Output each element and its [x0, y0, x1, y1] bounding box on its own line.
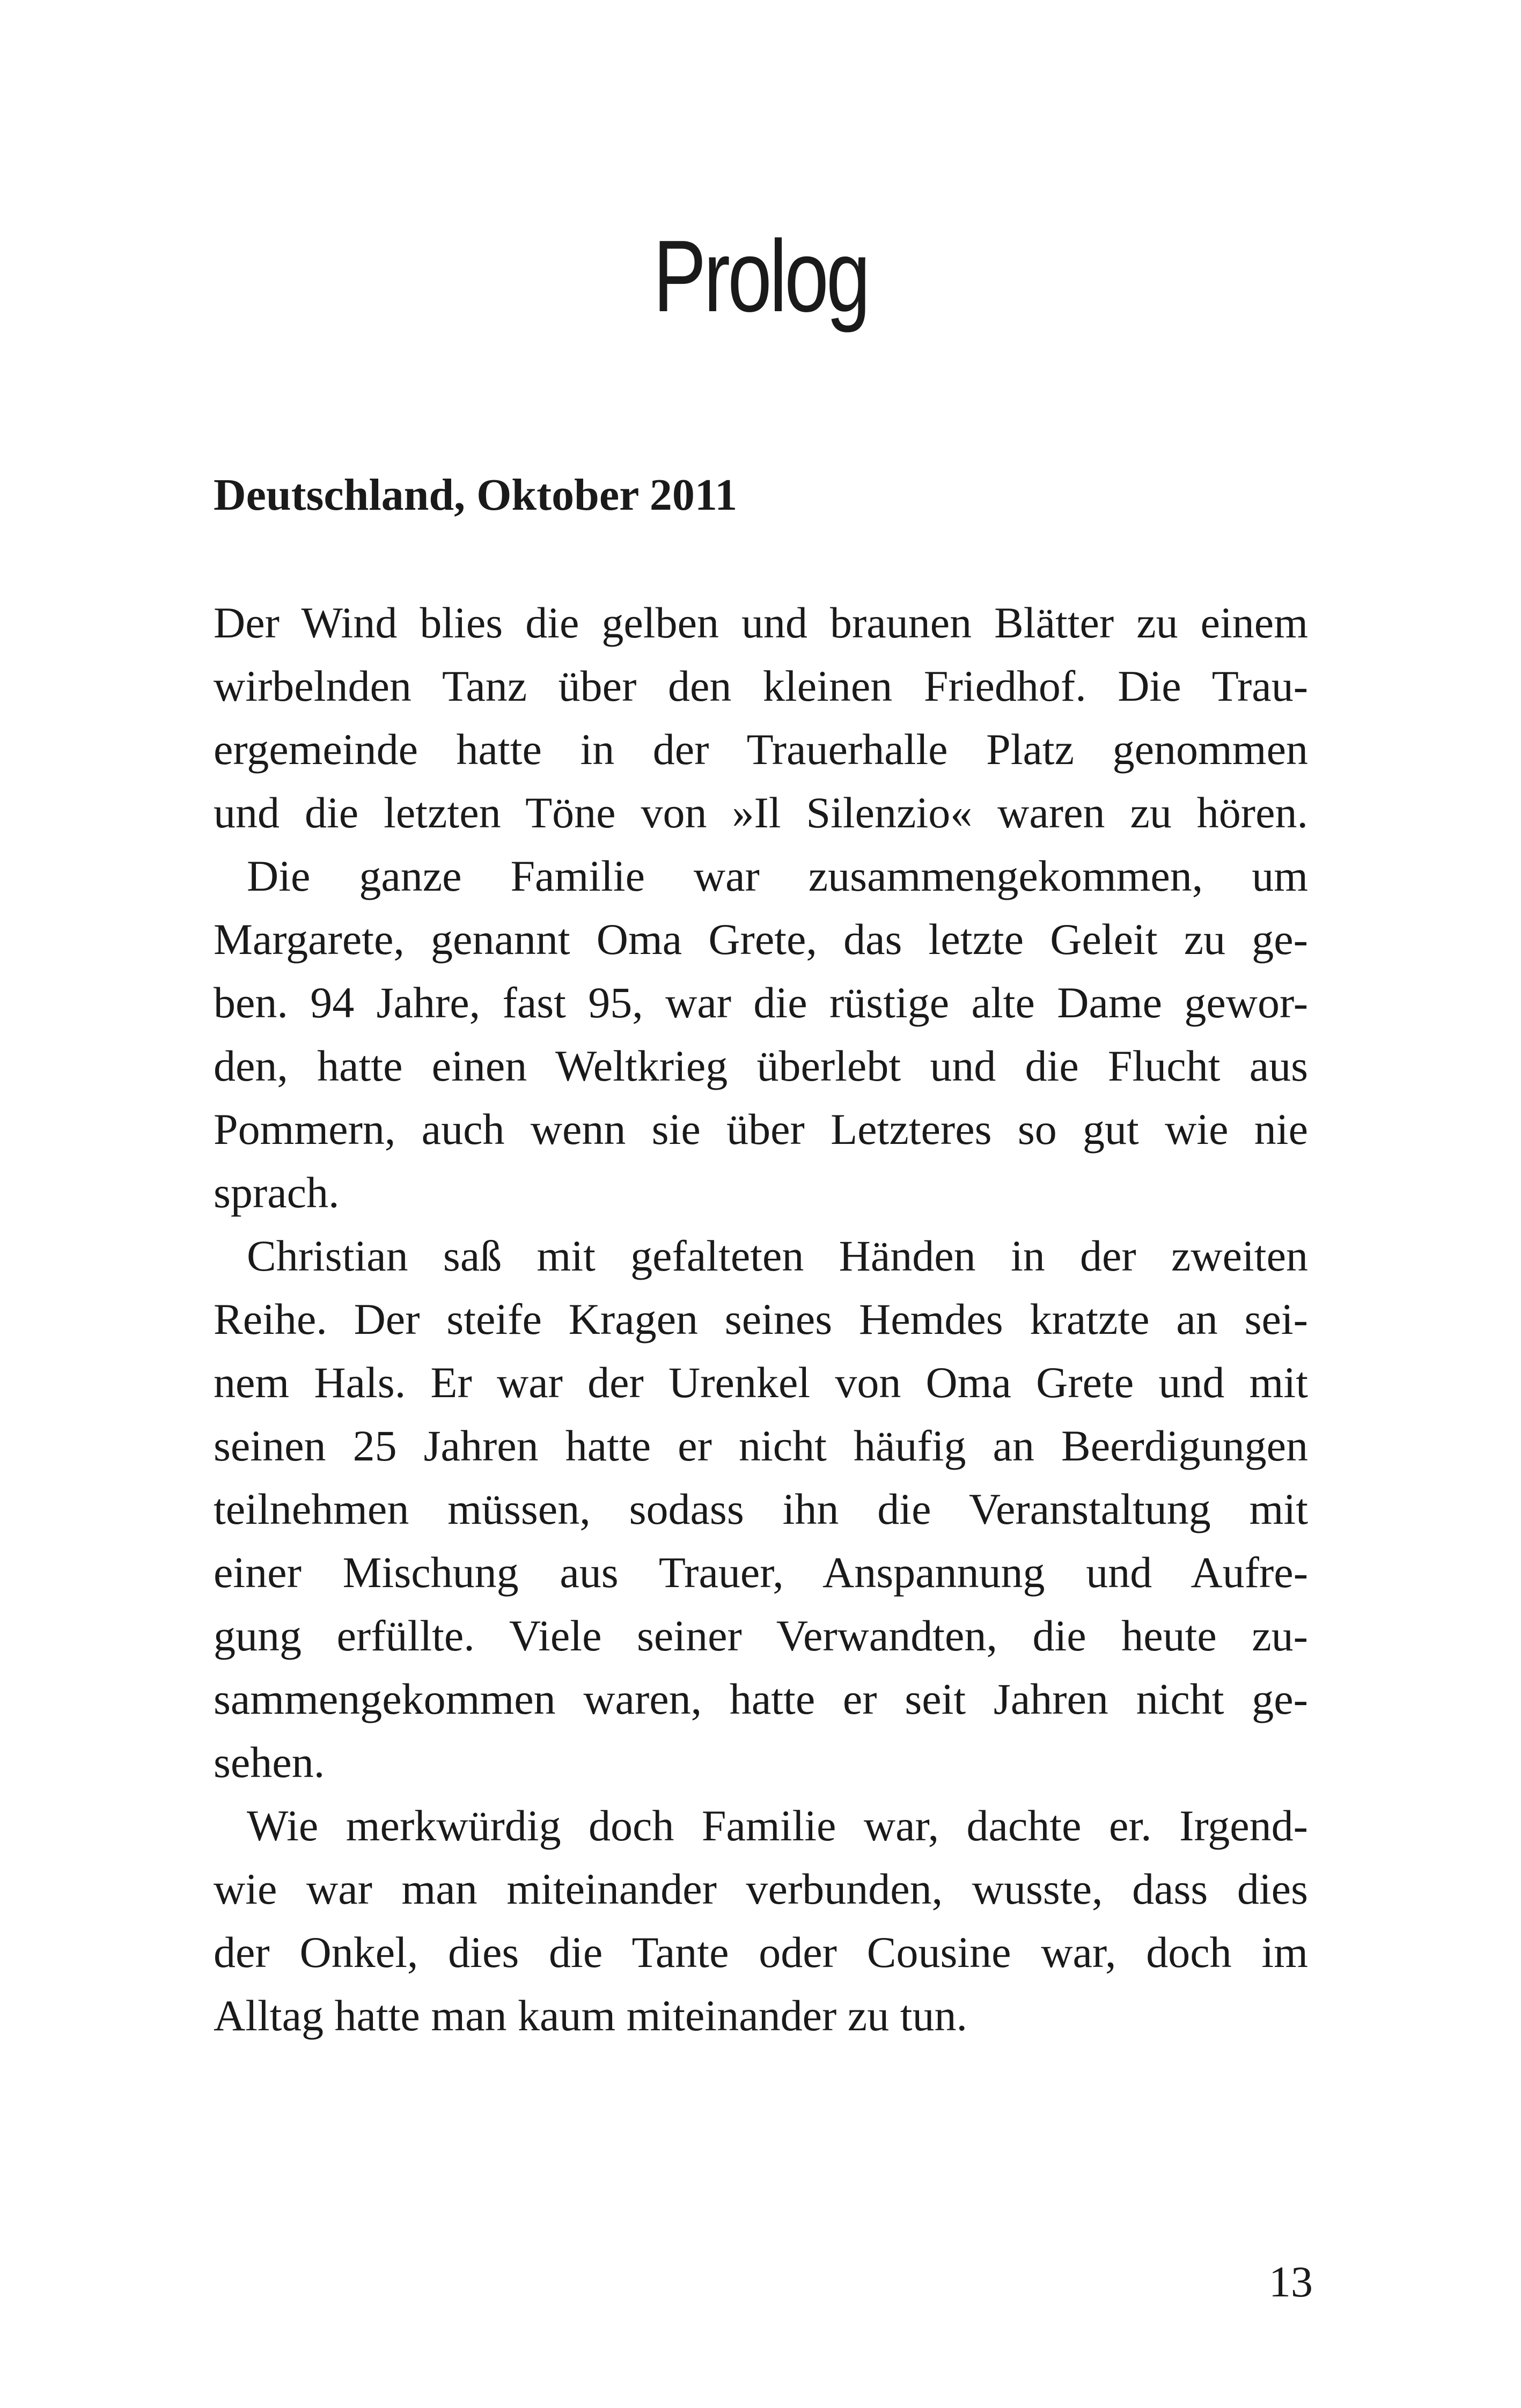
text-line: sehen.	[214, 1738, 325, 1787]
text-line: Christian saß mit gefalteten Händen in der zweiten	[247, 1231, 1308, 1280]
page-number: 13	[1269, 2257, 1313, 2306]
text-line: Der Wind blies die gelben und braunen Blätter zu einem	[214, 598, 1308, 647]
paragraph	[214, 1794, 1308, 2047]
chapter-title: Prolog	[653, 219, 868, 333]
body-text	[214, 591, 1308, 2047]
text-line: seinen 25 Jahren hatte er nicht häufig an Beerdigungen	[214, 1421, 1308, 1470]
text-line: und die letzten Töne von »Il Silenzio« waren zu hören.	[214, 788, 1308, 837]
text-line: Pommern, auch wenn sie über Letzteres so gut wie nie	[214, 1105, 1308, 1154]
text-line: Alltag hatte man kaum miteinander zu tun.	[214, 1991, 967, 2040]
text-line: Die ganze Familie war zusammengekommen, um	[247, 851, 1308, 900]
text-line: wirbelnden Tanz über den kleinen Friedhof. Die Trau-	[214, 662, 1308, 710]
paragraph	[214, 845, 1308, 1224]
text-line: wie war man miteinander verbunden, wusste, dass dies	[214, 1864, 1308, 1913]
text-line: sammengekommen waren, hatte er seit Jahren nicht ge-	[214, 1675, 1308, 1723]
text-line: teilnehmen müssen, sodass ihn die Veranstaltung mit	[214, 1485, 1308, 1533]
text-line: den, hatte einen Weltkrieg überlebt und die Flucht aus	[214, 1041, 1308, 1090]
text-line: Reihe. Der steife Kragen seines Hemdes kratzte an sei-	[214, 1295, 1308, 1344]
paragraph	[214, 591, 1308, 845]
section-heading: Deutschland, Oktober 2011	[214, 470, 738, 520]
text-line: sprach.	[214, 1168, 340, 1217]
text-line: einer Mischung aus Trauer, Anspannung und Aufre-	[214, 1548, 1308, 1597]
text-line: nem Hals. Er war der Urenkel von Oma Grete und mit	[214, 1358, 1308, 1407]
text-line: ergemeinde hatte in der Trauerhalle Platz genommen	[214, 725, 1308, 774]
text-line: ben. 94 Jahre, fast 95, war die rüstige alte Dame gewor-	[214, 978, 1308, 1027]
text-line: gung erfüllte. Viele seiner Verwandten, die heute zu-	[214, 1611, 1308, 1660]
text-line: Margarete, genannt Oma Grete, das letzte Geleit zu ge-	[214, 915, 1308, 964]
paragraph	[214, 1224, 1308, 1794]
text-line: der Onkel, dies die Tante oder Cousine war, doch im	[214, 1928, 1308, 1977]
text-line: Wie merkwürdig doch Familie war, dachte er. Irgend-	[247, 1801, 1308, 1850]
